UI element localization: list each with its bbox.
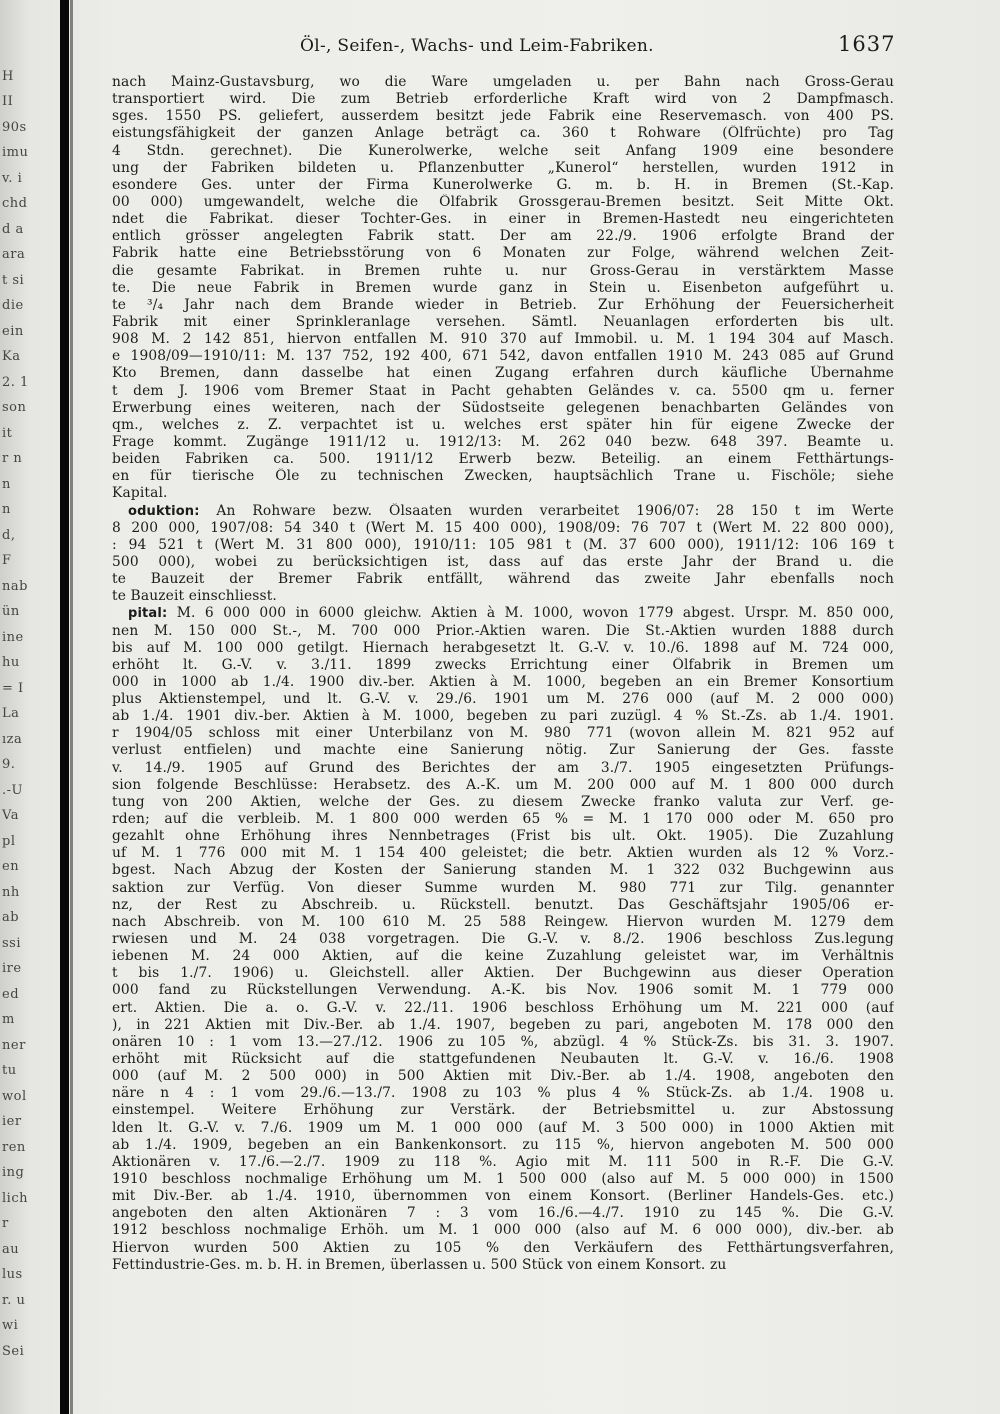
text-line (112, 160, 894, 177)
margin-fragment: 9. (2, 757, 16, 773)
text-line (112, 691, 894, 708)
text-line-content: en für tierische Öle zu technischen Zwecken, hauptsächlich Trane u. Fischöle; siehe (112, 468, 894, 485)
text-line-content: ndet die Fabrikat. dieser Tochter-Ges. in einer in Bremen-Hastedt neu eingerichteten (112, 211, 894, 228)
text-line (112, 1120, 894, 1137)
margin-fragment: hu (2, 655, 20, 671)
section-heading: oduktion: (128, 503, 200, 519)
margin-fragment: ier (2, 1114, 22, 1130)
text-line (112, 1068, 894, 1085)
text-line (112, 194, 894, 211)
text-line (112, 468, 894, 485)
text-line (112, 1137, 894, 1154)
margin-fragment: ine (2, 629, 24, 645)
margin-fragment: r. u (2, 1292, 26, 1308)
text-line-content: te ³/₄ Jahr nach dem Brande wieder in Betrieb. Zur Erhöhung der Feuersicherheit (112, 296, 894, 313)
text-line-content: 1910 beschloss nochmalige Erhöhung um M. 1 500 000 (also auf M. 5 000 000) in 1500 (112, 1171, 894, 1187)
text-line-content: 00 000) umgewandelt, welche die Ölfabrik Grossgerau-Bremen besitzt. Seit Mitte Okt. (112, 193, 894, 210)
margin-fragment: chd (2, 196, 28, 212)
text-line-content: rden; auf die verbleib. M. 1 800 000 werden 65 % = M. 1 170 000 oder M. 650 pro (112, 811, 894, 828)
text-line (112, 1222, 894, 1239)
text-line (112, 125, 894, 142)
text-line (112, 674, 894, 691)
text-line (112, 143, 894, 160)
text-line (112, 91, 894, 108)
margin-fragment: 90s (2, 119, 27, 135)
margin-fragment: ssi (2, 935, 22, 951)
text-line-content: M. 6 000 000 in 6000 gleichw. Aktien à M. 1000, wovon 1779 abgest. Urspr. M. 850 000, (167, 605, 894, 622)
section-heading: pital: (128, 606, 168, 622)
margin-fragment: d a (2, 221, 24, 237)
text-line (112, 897, 894, 914)
text-line (112, 108, 894, 125)
margin-fragment: ing (2, 1165, 25, 1181)
margin-fragment: .-U (2, 782, 23, 798)
text-line (112, 400, 894, 417)
text-line (112, 811, 894, 828)
text-line-content: ab 1./4. 1909, begeben an ein Bankenkonsort. zu 115 %, hiervon angeboten M. 500 000 (112, 1136, 894, 1153)
margin-fragment: = I (2, 680, 24, 696)
text-line-content: 4 Stdn. gerechnet). Die Kunerolwerke, welche seit Anfang 1909 eine besondere (112, 142, 894, 159)
text-line-content: Fettindustrie-Ges. m. b. H. in Bremen, überlassen u. 500 Stück von einem Konsort. zu (112, 1256, 727, 1273)
margin-fragment: r (2, 1216, 9, 1232)
text-line (112, 1257, 894, 1274)
text-line (112, 777, 894, 794)
text-line (112, 982, 894, 999)
margin-fragment: pl (2, 833, 16, 849)
text-line (112, 965, 894, 982)
text-line-content: erhöht mit Rücksicht auf die stattgefundenen Neubauten lt. G.-V. v. 16./6. 1908 (112, 1051, 894, 1068)
text-line-content: bgest. Nach Abzug der Kosten der Sanierung standen M. 1 322 032 Buchgewinn aus (112, 862, 894, 879)
margin-fragment: nh (2, 884, 20, 900)
text-line (112, 263, 894, 280)
text-line (112, 1017, 894, 1034)
text-line-content: ung der Fabriken bildeten u. Pflanzenbutter „Kunerol“ herstellen, wurden 1912 in (112, 159, 894, 176)
text-line-content: einstempel. Weitere Erhöhung zur Verstärk. der Betriebsmittel u. zur Abstossung (112, 1102, 894, 1119)
text-line (112, 348, 894, 365)
margin-fragment: en (2, 859, 20, 875)
text-line (112, 1000, 894, 1017)
text-line (112, 314, 894, 331)
previous-page-margin (0, 60, 58, 1360)
margin-fragment: La (2, 706, 20, 722)
text-line-content: nach Mainz-Gustavsburg, wo die Ware umgeladen u. per Bahn nach Gross-Gerau (112, 74, 894, 90)
text-line (112, 845, 894, 862)
text-line (112, 1085, 894, 1102)
text-line-content: Kapital. (112, 485, 168, 502)
text-line (112, 1240, 894, 1257)
text-line (112, 451, 894, 468)
text-line-content: An Rohware bezw. Ölsaaten wurden verarbeitet 1906/07: 28 150 t im Werte (199, 502, 894, 519)
text-line-content: te Bauzeit der Bremer Fabrik entfällt, während das zweite Jahr ebenfalls noch (112, 571, 894, 588)
text-line-content: mit Div.-Ber. ab 1./4. 1910, übernommen von einem Konsort. (Berliner Handels-Ges. etc.) (112, 1188, 894, 1205)
text-line (112, 794, 894, 811)
text-line (112, 1102, 894, 1119)
text-line-content: 1912 beschloss nochmalige Erhöh. um M. 1 000 000 (also auf M. 6 000 000), div.-ber. ab (112, 1222, 894, 1239)
text-line-content: esondere Ges. unter der Firma Kunerolwerke G. m. b. H. in Bremen (St.-Kap. (112, 176, 894, 193)
text-line-content: gezahlt ohne Erhöhung ihres Nennbetrages (Frist bis ult. Okt. 1905). Die Zuzahlung (112, 828, 894, 845)
text-line-content: Kto Bremen, dann dasselbe hat einen Zugang erfahren durch käufliche Übernahme (112, 365, 894, 382)
text-line-content: Frage kommt. Zugänge 1911/12 u. 1912/13: M. 262 040 bezw. 648 397. Beamte u. (112, 433, 894, 450)
text-line-content: Erwerbung eines weiteren, nach der Südostseite gelegenen benachbarten Geländes von (112, 399, 894, 416)
text-line-content: 000 in 1000 ab 1./4. 1900 div.-ber. Aktien à M. 1000, begeben an ein Bremer Konsortium (112, 673, 894, 690)
text-line-content: onären 10 : 1 vom 13.—27./12. 1906 zu 105 %, abzügl. 4 % Stück-Zs. bis 31. 3. 1907. (112, 1033, 894, 1050)
margin-fragment: ren (2, 1139, 26, 1155)
text-line (112, 554, 894, 571)
text-line (112, 537, 894, 554)
text-line (112, 725, 894, 742)
margin-fragment: son (2, 400, 27, 416)
margin-fragment: lus (2, 1267, 23, 1283)
margin-fragment: ıza (2, 731, 23, 747)
margin-fragment: 2. 1 (2, 374, 29, 390)
text-line-content: ), in 221 Aktien mit Div.-Ber. ab 1./4. 1907, begeben zu pari, angeboten M. 178 000 den (112, 1016, 894, 1033)
text-line (112, 931, 894, 948)
text-line (112, 640, 894, 657)
text-line (112, 914, 894, 931)
text-line-content: nach Abschreib. von M. 100 610 M. 25 588 Reingew. Hiervon wurden M. 1279 dem (112, 913, 894, 930)
text-line (112, 434, 894, 451)
running-header-title: Öl-, Seifen-, Wachs- und Leim-Fabriken. (300, 36, 654, 56)
text-line-content: qm., welches z. Z. verpachtet ist u. welches erst später hin für eigene Zwecke der (112, 416, 894, 433)
margin-fragment: F (2, 553, 12, 569)
text-line (112, 708, 894, 725)
margin-fragment: ein (2, 323, 24, 339)
text-line-content: sion folgende Beschlüsse: Herabsetz. des A.-K. um M. 200 000 auf M. 1 800 000 durch (112, 776, 894, 793)
text-line (112, 383, 894, 400)
text-line-content: uf M. 1 776 000 mit M. 1 154 400 geleistet; die betr. Aktien wurden als 12 % Vorz.- (112, 845, 894, 862)
text-line-content: r 1904/05 schloss mit einer Unterbilanz von M. 980 771 (wovon allein M. 821 952 auf (112, 725, 894, 742)
text-line (112, 605, 894, 622)
text-line-content: plus Aktienstempel, und lt. G.-V. v. 29./6. 1901 um M. 276 000 (auf M. 2 000 000) (112, 691, 894, 708)
text-line-content: saktion zur Verfüg. Von dieser Summe wurden M. 980 771 zur Tilg. genannter (112, 879, 894, 896)
text-line-content: sges. 1550 PS. geliefert, ausserdem besitzt jede Fabrik eine Reservemasch. von 400 PS. (112, 108, 894, 125)
text-line-content: beiden Fabriken ca. 500. 1911/12 Erwerb bezw. Beteilig. an einem Fetthärtungs- (112, 451, 894, 468)
text-line (112, 880, 894, 897)
text-line-content: 8 200 000, 1907/08: 54 340 t (Wert M. 15 400 000), 1908/09: 76 707 t (Wert M. 22 800 000), (112, 519, 894, 536)
margin-fragment: ner (2, 1037, 26, 1053)
text-line-content: 908 M. 2 142 851, hiervon entfallen M. 910 370 auf Immobil. u. M. 1 194 304 auf Masch. (112, 331, 894, 348)
text-line (112, 228, 894, 245)
text-line-content: v. 14./9. 1905 auf Grund des Berichtes der am 3./7. 1905 eingesetzten Prüfungs- (112, 759, 894, 776)
margin-fragment: ara (2, 247, 26, 263)
page-number: 1637 (838, 32, 896, 56)
text-line (112, 828, 894, 845)
margin-fragment: d, (2, 527, 16, 543)
text-line-content: eistungsfähigkeit der ganzen Anlage beträgt ca. 360 t Rohware (Ölfrüchte) pro Tag (112, 125, 894, 142)
margin-fragment: wi (2, 1318, 19, 1334)
text-line-content: lden lt. G.-V. v. 7./6. 1909 um M. 1 000 000 (auf M. 3 500 000) in 1000 Aktien mit (112, 1119, 894, 1136)
text-line-content: tung von 200 Aktien, welche der Ges. zu diesem Zwecke franko valuta zur Verf. ge- (112, 793, 894, 810)
margin-fragment: imu (2, 145, 29, 161)
text-line (112, 417, 894, 434)
margin-fragment: H (2, 69, 14, 84)
text-line-content: Aktionären v. 17./6.—2./7. 1909 zu 118 %. Agio mit M. 111 500 in R.-F. Die G.-V. (112, 1153, 894, 1170)
text-line (112, 211, 894, 228)
margin-fragment: Ka (2, 349, 21, 365)
text-line (112, 1205, 894, 1222)
text-line (112, 760, 894, 777)
text-line (112, 1034, 894, 1051)
text-line (112, 520, 894, 537)
margin-fragment: n (2, 502, 11, 518)
text-line-content: iebenen M. 24 000 Aktien, auf die keine Zuzahlung geleistet war, im Verhältnis (112, 948, 894, 965)
text-line-content: entlich grösser angelegten Fabrik statt. Der am 22./9. 1906 erfolgte Brand der (112, 228, 894, 245)
text-line (112, 1154, 894, 1171)
text-line-content: Hiervon wurden 500 Aktien zu 105 % den Verkäufern des Fetthärtungsverfahren, (112, 1239, 894, 1256)
margin-fragment: nab (2, 578, 28, 594)
text-line (112, 571, 894, 588)
text-line-content: Fabrik hatte eine Betriebsstörung von 6 Monaten zur Folge, während welchen Zeit- (112, 245, 894, 262)
margin-fragment: n (2, 476, 11, 492)
text-line-content: verlust entfielen) und machte eine Sanierung nötig. Zur Sanierung der Ges. fasste (112, 742, 894, 759)
text-line-content: erhöht lt. G.-V. v. 3./11. 1899 zwecks Errichtung einer Ölfabrik in Bremen um (112, 656, 894, 673)
margin-fragment: ed (2, 986, 20, 1002)
text-line (112, 948, 894, 965)
margin-fragment: wol (2, 1088, 27, 1104)
margin-fragment: ün (2, 604, 20, 620)
text-line-content: ert. Aktien. Die a. o. G.-V. v. 22./11. 1906 beschloss Erhöhung um M. 221 000 (auf (112, 999, 894, 1016)
text-line-content: 000 (auf M. 2 500 000) in 500 Aktien mit Div.-Ber. ab 1./4. 1908, angeboten den (112, 1068, 894, 1085)
book-gutter-edge (70, 0, 73, 1414)
text-line-content: nen M. 150 000 St.-, M. 700 000 Prior.-Aktien waren. Die St.-Aktien wurden 1888 durch (112, 622, 894, 639)
text-line (112, 245, 894, 262)
margin-fragment: ab (2, 910, 20, 926)
margin-fragment: ire (2, 961, 22, 977)
text-line (112, 862, 894, 879)
text-line-content: t dem J. 1906 vom Bremer Staat in Pacht gehabten Geländes v. ca. 5500 qm u. ferner (112, 382, 894, 399)
text-line-content: Fabrik mit einer Sprinkleranlage versehen. Sämtl. Neuanlagen erforderten bis ult. (112, 313, 894, 330)
text-line-content: nz, der Rest zu Abschreib. u. Rückstell. benutzt. Das Geschäftsjahr 1905/06 er- (112, 896, 894, 913)
text-line (112, 742, 894, 759)
text-line-content: 000 fand zu Rückstellungen Verwendung. A.-K. bis Nov. 1906 somit M. 1 779 000 (112, 982, 894, 999)
text-line (112, 74, 894, 91)
text-line-content: te Bauzeit einschliesst. (112, 588, 277, 605)
text-line-content: näre n 4 : 1 vom 29./6.—13./7. 1908 zu 103 % plus 4 % Stück-Zs. ab 1./4. 1908 u. (112, 1085, 894, 1102)
margin-fragment: Sei (2, 1343, 25, 1359)
margin-fragment: die (2, 298, 24, 314)
text-line-content: te. Die neue Fabrik in Bremen wurde ganz in Stein u. Eisenbeton aufgeführt u. (112, 279, 894, 296)
text-line-content: angeboten den alten Aktionären 7 : 3 vom 16./6.—4./7. 1910 zu 145 %. Die G.-V. (112, 1205, 894, 1222)
margin-fragment: v. i (2, 170, 23, 186)
text-line (112, 177, 894, 194)
margin-fragment: II (2, 94, 14, 110)
text-line (112, 1188, 894, 1205)
text-line-content: : 94 521 t (Wert M. 31 800 000), 1910/11: 105 981 t (M. 37 600 000), 1911/12: 106 169 t (112, 536, 894, 553)
text-line-content: rwiesen und M. 24 038 vorgetragen. Die G.-V. v. 8./2. 1906 beschloss Zus.legung (112, 931, 894, 948)
margin-fragment: it (2, 425, 13, 441)
text-line-content: transportiert wird. Die zum Betrieb erforderliche Kraft wird von 2 Dampfmasch. (112, 91, 894, 108)
text-line (112, 588, 894, 605)
text-line-content: t bis 1./7. 1906) u. Gleichstell. aller Aktien. Der Buchgewinn aus dieser Operation (112, 965, 894, 982)
text-line-content: e 1908/09—1910/11: M. 137 752, 192 400, 671 542, davon entfallen 1910 M. 243 085 auf Grund (112, 348, 894, 365)
margin-fragment: m (2, 1012, 15, 1028)
text-line (112, 280, 894, 297)
margin-fragment: au (2, 1241, 20, 1257)
text-line (112, 1171, 894, 1188)
text-line (112, 331, 894, 348)
text-line (112, 297, 894, 314)
text-line (112, 365, 894, 382)
text-line-content: die gesamte Fabrikat. in Bremen ruhte u. nur Gross-Gerau in verstärktem Masse (112, 262, 894, 279)
margin-fragment: r n (2, 451, 23, 467)
margin-fragment: lich (2, 1190, 28, 1206)
text-line (112, 503, 894, 520)
margin-fragment: Va (2, 808, 19, 824)
text-line (112, 623, 894, 640)
margin-fragment: t si (2, 272, 25, 288)
text-line (112, 1051, 894, 1068)
text-line-content: ab 1./4. 1901 div.-ber. Aktien à M. 1000, begeben zu pari zuzügl. 4 % St.-Zs. ab 1./4. 1901. (112, 708, 894, 725)
book-gutter-shadow (60, 0, 69, 1414)
body-text (112, 74, 894, 1274)
text-line (112, 657, 894, 674)
text-line-content: bis auf M. 100 000 getilgt. Hiernach herabgesetzt lt. G.-V. v. 10./6. 1898 auf M. 724 000, (112, 639, 894, 656)
margin-fragment: tu (2, 1063, 17, 1079)
text-line-content: 500 000), wobei zu berücksichtigen ist, dass auf das erste Jahr der Brand u. die (112, 553, 894, 570)
text-line (112, 485, 894, 502)
